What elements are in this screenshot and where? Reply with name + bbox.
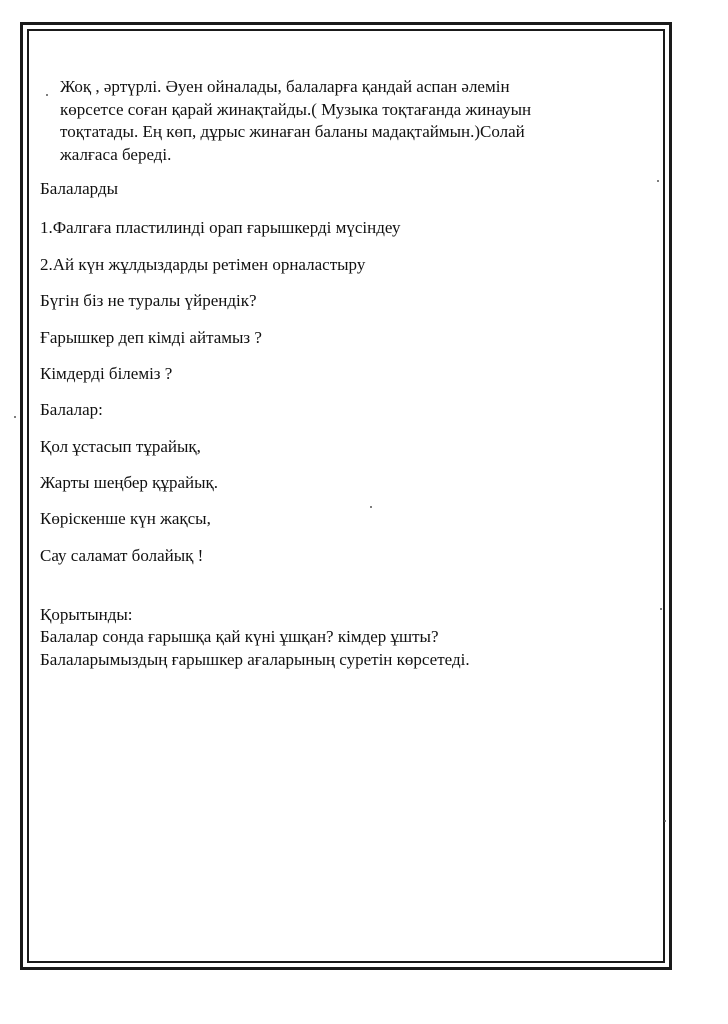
question-line: Кімдерді білеміз ? [40, 364, 173, 383]
intro-line: көрсетсе соған қарай жинақтайды.( Музыка тоқтағанда жинауын [60, 99, 532, 119]
scan-speck [370, 506, 372, 508]
children-label: Балалар: [40, 400, 103, 419]
children-heading: Балаларды [40, 179, 119, 198]
poem-line: Көріскенше күн жақсы, [40, 509, 211, 528]
intro-line: тоқтатады. Ең көп, дұрыс жинаған баланы мадақтаймын.)Солай [60, 122, 525, 141]
scan-speck [14, 416, 16, 418]
conclusion-heading: Қорытынды: [40, 605, 133, 624]
page-border-inner [27, 29, 665, 963]
scan-speck [46, 94, 48, 96]
task-item-2: 2.Ай күн жұлдыздарды ретімен орналастыру [40, 255, 366, 274]
conclusion-line: Балаларымыздың ғарышкер ағаларының суретін көрсетеді. [40, 650, 470, 669]
task-item-1: 1.Фалгаға пластилинді орап ғарышкерді мүсіндеу [40, 218, 401, 237]
poem-line: Қол ұстасып тұрайық, [40, 437, 201, 456]
scan-speck [660, 608, 662, 610]
poem-line: Сау саламат болайық ! [40, 546, 204, 565]
scan-speck [664, 820, 666, 822]
question-line: Бүгін біз не туралы үйрендік? [40, 291, 257, 310]
intro-paragraph [60, 76, 630, 166]
conclusion-line: Балалар сонда ғарышқа қай күні ұшқан? кімдер ұшты? [40, 627, 439, 646]
intro-line: жалғаса береді. [60, 144, 172, 164]
question-line: Ғарышкер деп кімді айтамыз ? [40, 328, 262, 347]
poem-line: Жарты шеңбер құрайық. [40, 473, 219, 492]
intro-line: Жоқ , әртүрлі. Әуен ойналады, балаларға қандай аспан әлемін [60, 77, 510, 96]
scan-speck [657, 180, 659, 182]
